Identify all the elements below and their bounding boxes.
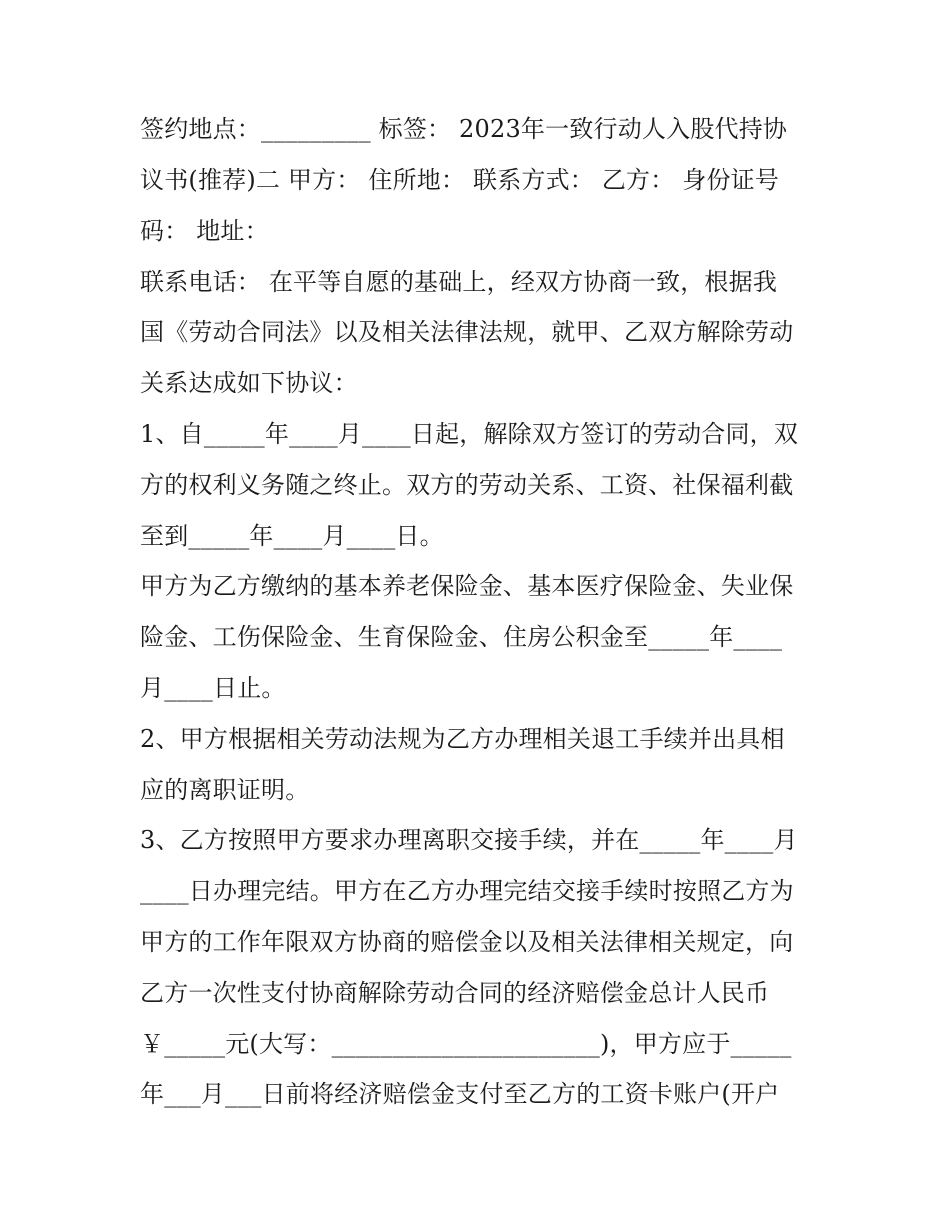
- text-line: 方的权利义务随之终止。双方的劳动关系、工资、社保福利截: [140, 471, 794, 499]
- text-line: 年___月___日前将经济赔偿金支付至乙方的工资卡账户(开户: [140, 1080, 780, 1108]
- text-line: 联系电话： 在平等自愿的基础上，经双方协商一致，根据我: [140, 268, 778, 296]
- text-line: ____日办理完结。甲方在乙方办理完结交接手续时按照乙方为: [140, 877, 794, 905]
- text-line: 国《劳动合同法》以及相关法律法规，就甲、乙双方解除劳动: [140, 318, 794, 346]
- text-line: 2、甲方根据相关劳动法规为乙方办理相关退工手续并出具相: [140, 725, 785, 753]
- text-line: 3、乙方按照甲方要求办理离职交接手续，并在_____年____月: [140, 826, 798, 854]
- text-line: 1、自_____年____月____日起，解除双方签订的劳动合同，双: [140, 420, 799, 448]
- text-line: 码： 地址：: [140, 217, 269, 245]
- text-line: 至到_____年____月____日。: [140, 522, 444, 550]
- text-line: 应的离职证明。: [140, 776, 310, 804]
- text-line: 乙方一次性支付协商解除劳动合同的经济赔偿金总计人民币: [140, 979, 770, 1007]
- text-line: 险金、工伤保险金、生育保险金、住房公积金至_____年____: [140, 623, 783, 651]
- text-line: 月____日止。: [140, 674, 286, 702]
- text-line: 关系达成如下协议：: [140, 369, 358, 397]
- text-line: ￥_____元(大写：______________________)，甲方应于_____: [140, 1030, 792, 1058]
- text-line: 甲方的工作年限双方协商的赔偿金以及相关法律相关规定，向: [140, 928, 794, 956]
- text-line: 签约地点：_________ 标签： 2023年一致行动人入股代持协: [140, 115, 788, 143]
- text-line: 甲方为乙方缴纳的基本养老保险金、基本医疗保险金、失业保: [140, 572, 794, 600]
- text-line: 议书(推荐)二 甲方： 住所地： 联系方式： 乙方： 身份证号: [140, 166, 780, 194]
